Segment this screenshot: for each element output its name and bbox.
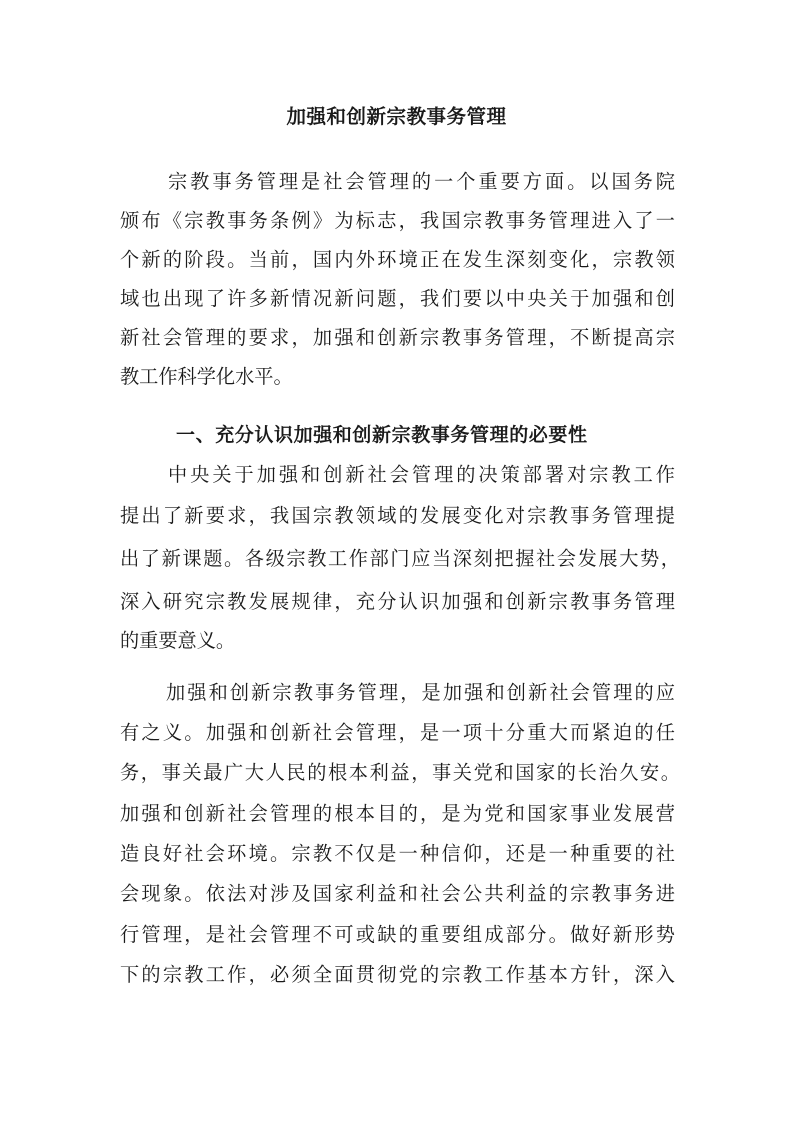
paragraph-line: 出了新课题。各级宗教工作部门应当深刻把握社会发展大势， [120,547,680,570]
paragraph-line: 深入研究宗教发展规律，充分认识加强和创新宗教事务管理 [120,590,675,613]
paragraph-line: 加强和创新社会管理的根本目的，是为党和国家事业发展营 [120,802,675,825]
paragraph-line: 加强和创新宗教事务管理，是加强和创新社会管理的应 [166,681,675,704]
intro-line: 教工作科学化水平。 [120,365,293,388]
paragraph-line: 下的宗教工作，必须全面贯彻党的宗教工作基本方针，深入 [120,963,675,986]
paragraph-line: 造良好社会环境。宗教不仅是一种信仰，还是一种重要的社 [120,842,675,865]
intro-line: 新社会管理的要求，加强和创新宗教事务管理，不断提高宗 [120,326,675,349]
intro-line: 个新的阶段。当前，国内外环境正在发生深刻变化，宗教领 [120,248,675,271]
document-title: 加强和创新宗教事务管理 [286,105,507,128]
paragraph-line: 有之义。加强和创新社会管理，是一项十分重大而紧迫的任 [120,721,675,744]
intro-line: 域也出现了许多新情况新问题，我们要以中央关于加强和创 [120,287,675,310]
paragraph-line: 行管理，是社会管理不可或缺的重要组成部分。做好新形势 [120,923,675,946]
paragraph-line: 务，事关最广大人民的根本利益，事关党和国家的长治久安。 [120,761,680,784]
intro-line: 宗教事务管理是社会管理的一个重要方面。以国务院 [168,170,675,193]
paragraph-line: 的重要意义。 [120,629,236,652]
section-heading: 一、充分认识加强和创新宗教事务管理的必要性 [176,424,588,446]
intro-line: 颁布《宗教事务条例》为标志，我国宗教事务管理进入了一 [120,209,675,232]
paragraph-line: 中央关于加强和创新社会管理的决策部署对宗教工作 [168,463,675,486]
paragraph-line: 会现象。依法对涉及国家利益和社会公共利益的宗教事务进 [120,882,675,905]
paragraph-line: 提出了新要求，我国宗教领域的发展变化对宗教事务管理提 [120,504,675,527]
